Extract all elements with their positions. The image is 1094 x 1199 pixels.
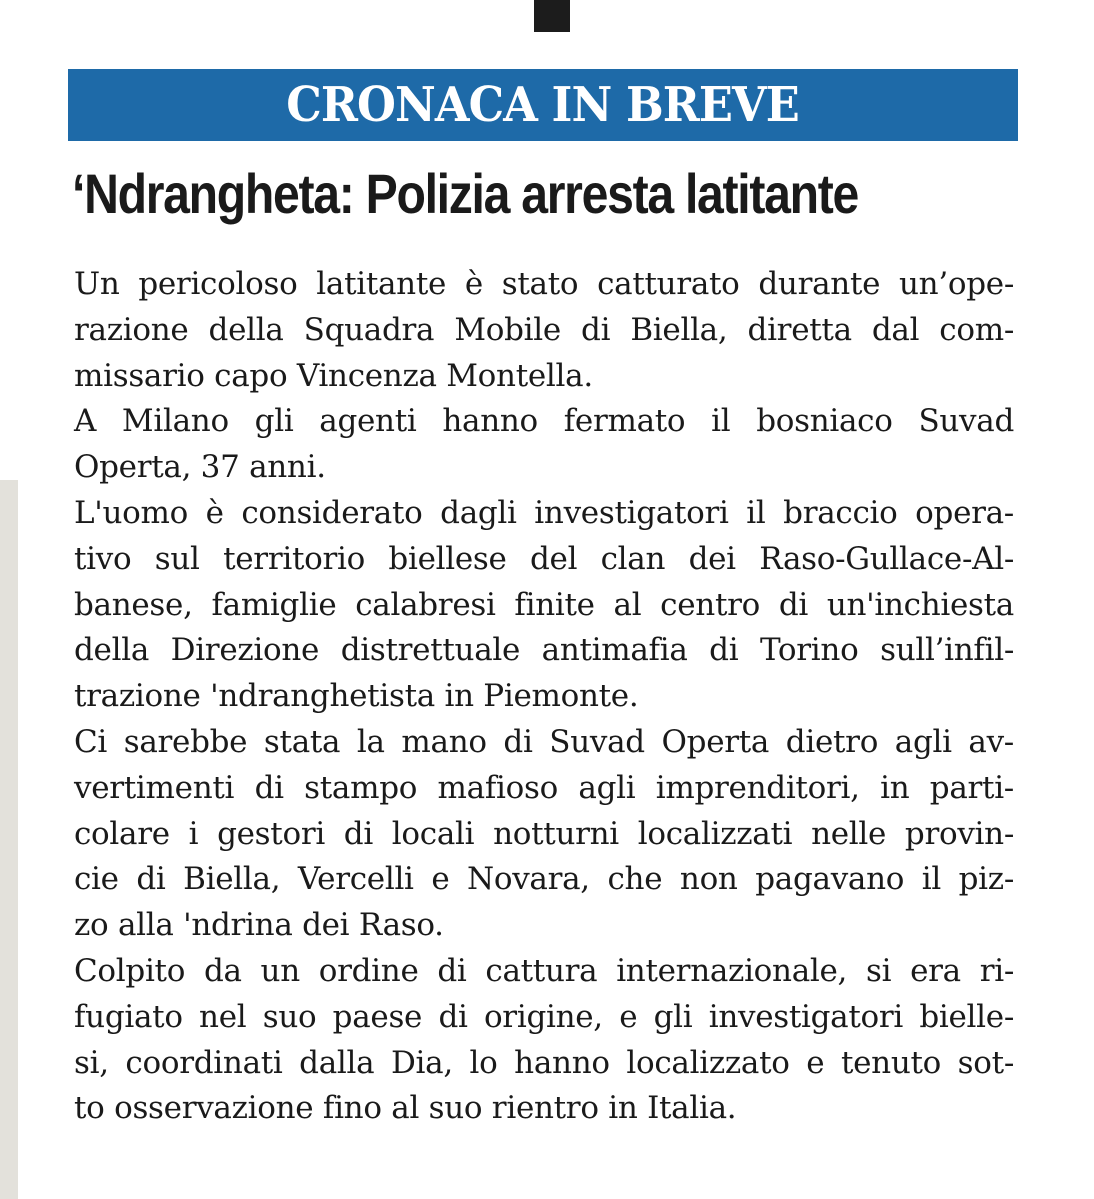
article-line: tivo sul territorio biellese del clan dei Raso-Gullace-Al- (74, 540, 1014, 577)
article-line: banese, famiglie calabresi finite al centro di un'inchiesta (74, 586, 1014, 623)
article-line: vertimenti di stampo mafioso agli imprenditori, in parti- (74, 769, 1014, 806)
article-headline: ‘Ndrangheta: Polizia arresta latitante (72, 162, 858, 225)
article-line: Colpito da un ordine di cattura internazionale, si era ri- (74, 952, 1014, 989)
article-line: L'uomo è considerato dagli investigatori il braccio opera- (74, 494, 1014, 531)
article-line: della Direzione distrettuale antimafia di Torino sull’infil- (74, 632, 1014, 669)
article-body (74, 262, 1014, 1132)
article-line: trazione 'ndranghetista in Piemonte. (74, 678, 639, 715)
article-line: to osservazione fino al suo rientro in Italia. (74, 1090, 737, 1127)
article-line: missario capo Vincenza Montella. (74, 357, 593, 394)
article-line: colare i gestori di locali notturni localizzati nelle provin- (74, 815, 1014, 852)
article-line: zo alla 'ndrina dei Raso. (74, 907, 444, 944)
section-label: CRONACA IN BREVE (286, 77, 800, 133)
article-line: Operta, 37 anni. (74, 449, 326, 486)
article-line: si, coordinati dalla Dia, lo hanno localizzato e tenuto sot- (74, 1044, 1014, 1081)
article-line: razione della Squadra Mobile di Biella, diretta dal com- (74, 311, 1014, 348)
top-marker-block (534, 0, 570, 32)
section-banner (68, 69, 1018, 141)
left-margin-rule (0, 480, 18, 1199)
article-line: A Milano gli agenti hanno fermato il bosniaco Suvad (74, 403, 1014, 440)
article-line: fugiato nel suo paese di origine, e gli investigatori bielle- (74, 998, 1014, 1035)
article-line: Un pericoloso latitante è stato catturato durante un’ope- (74, 266, 1014, 302)
article-line: cie di Biella, Vercelli e Novara, che non pagavano il piz- (74, 861, 1014, 898)
article-line: Ci sarebbe stata la mano di Suvad Operta dietro agli av- (74, 723, 1014, 760)
